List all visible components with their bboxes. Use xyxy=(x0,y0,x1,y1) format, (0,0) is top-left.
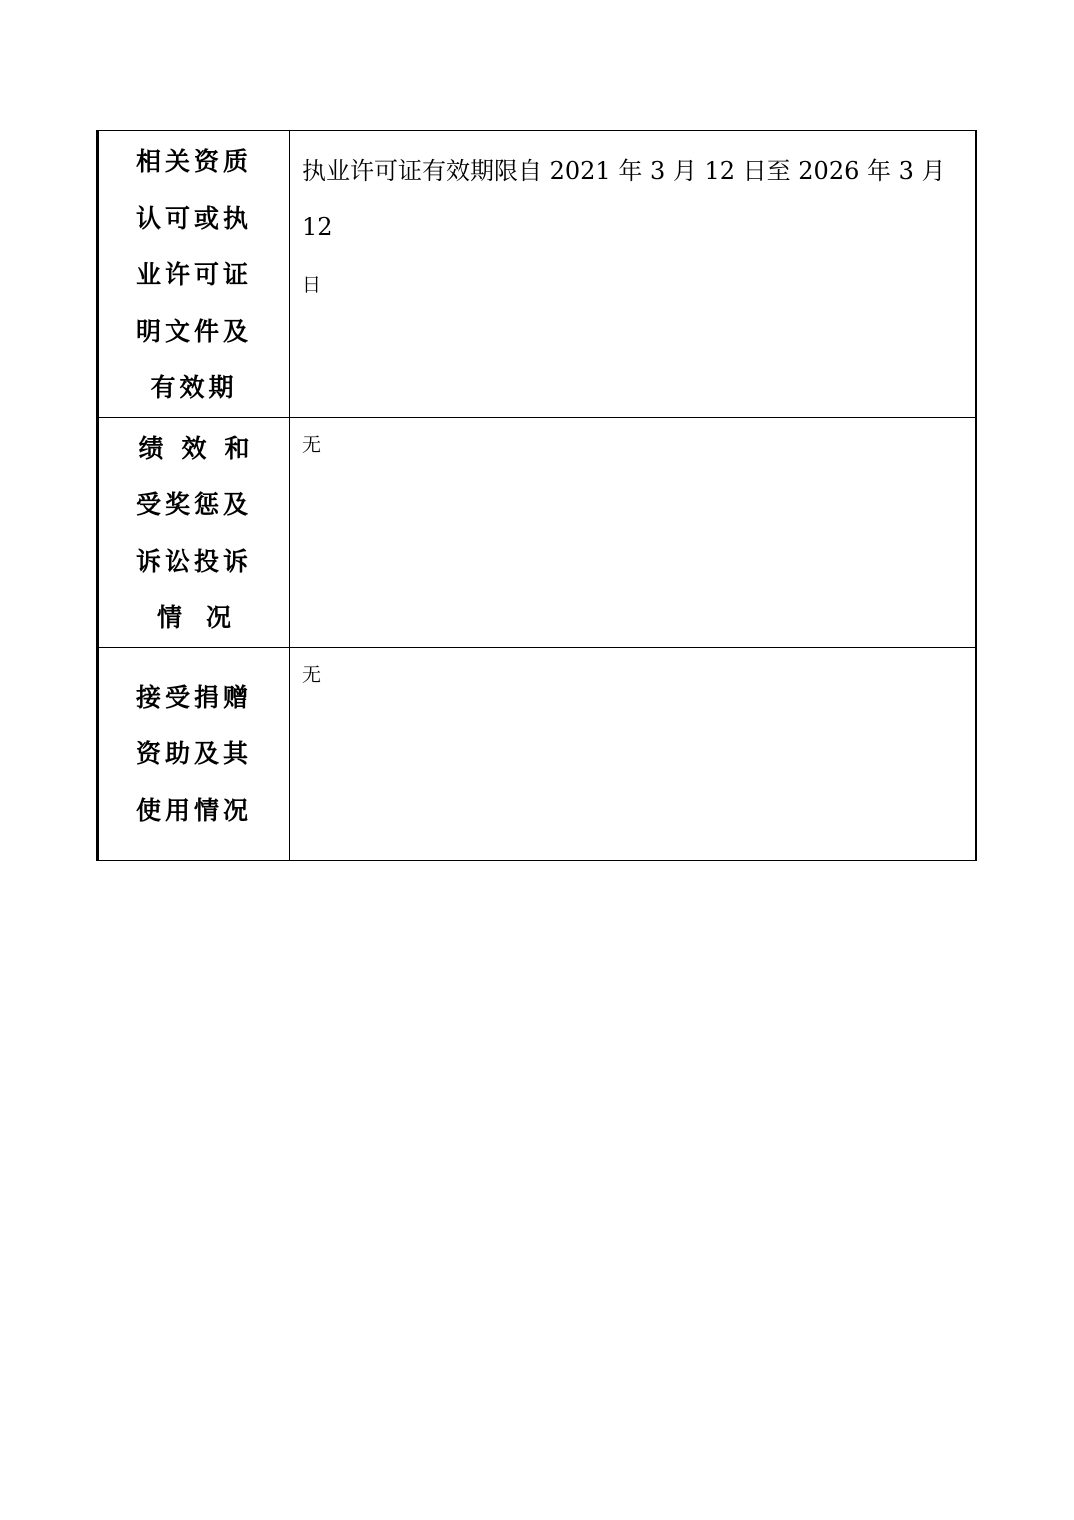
label-line: 有效期 xyxy=(150,373,238,402)
table-row xyxy=(98,647,977,860)
row-label xyxy=(99,648,289,840)
label-line: 认可或执 xyxy=(135,203,252,233)
value-text-continuation: 日 xyxy=(302,274,322,296)
row-label xyxy=(99,131,289,417)
row-value xyxy=(290,131,975,313)
table-row xyxy=(98,417,977,647)
value-cell xyxy=(290,417,977,647)
row-value: 无 xyxy=(302,663,322,686)
row-value: 无 xyxy=(302,433,322,456)
label-line: 明文件及 xyxy=(135,316,252,346)
label-cell xyxy=(98,647,290,860)
label-line: 绩效和 xyxy=(138,433,268,463)
value-text-line: 执业许可证有效期限自 2021 年 3 月 12 日至 2026 年 3 月 12 xyxy=(302,157,946,241)
info-table xyxy=(96,130,977,861)
value-cell xyxy=(290,131,977,418)
label-line: 相关资质 xyxy=(135,147,252,176)
label-line: 诉讼投诉 xyxy=(135,546,252,576)
label-line: 受奖惩及 xyxy=(135,490,252,519)
table-row xyxy=(98,131,977,418)
label-line: 接受捐赠 xyxy=(135,682,252,712)
row-label xyxy=(99,418,289,647)
label-line: 使用情况 xyxy=(135,795,252,825)
label-cell xyxy=(98,417,290,647)
label-line: 业许可证 xyxy=(135,260,252,289)
value-cell xyxy=(290,647,977,860)
label-cell xyxy=(98,131,290,418)
label-line: 资助及其 xyxy=(135,739,252,768)
label-line: 情况 xyxy=(156,603,255,632)
